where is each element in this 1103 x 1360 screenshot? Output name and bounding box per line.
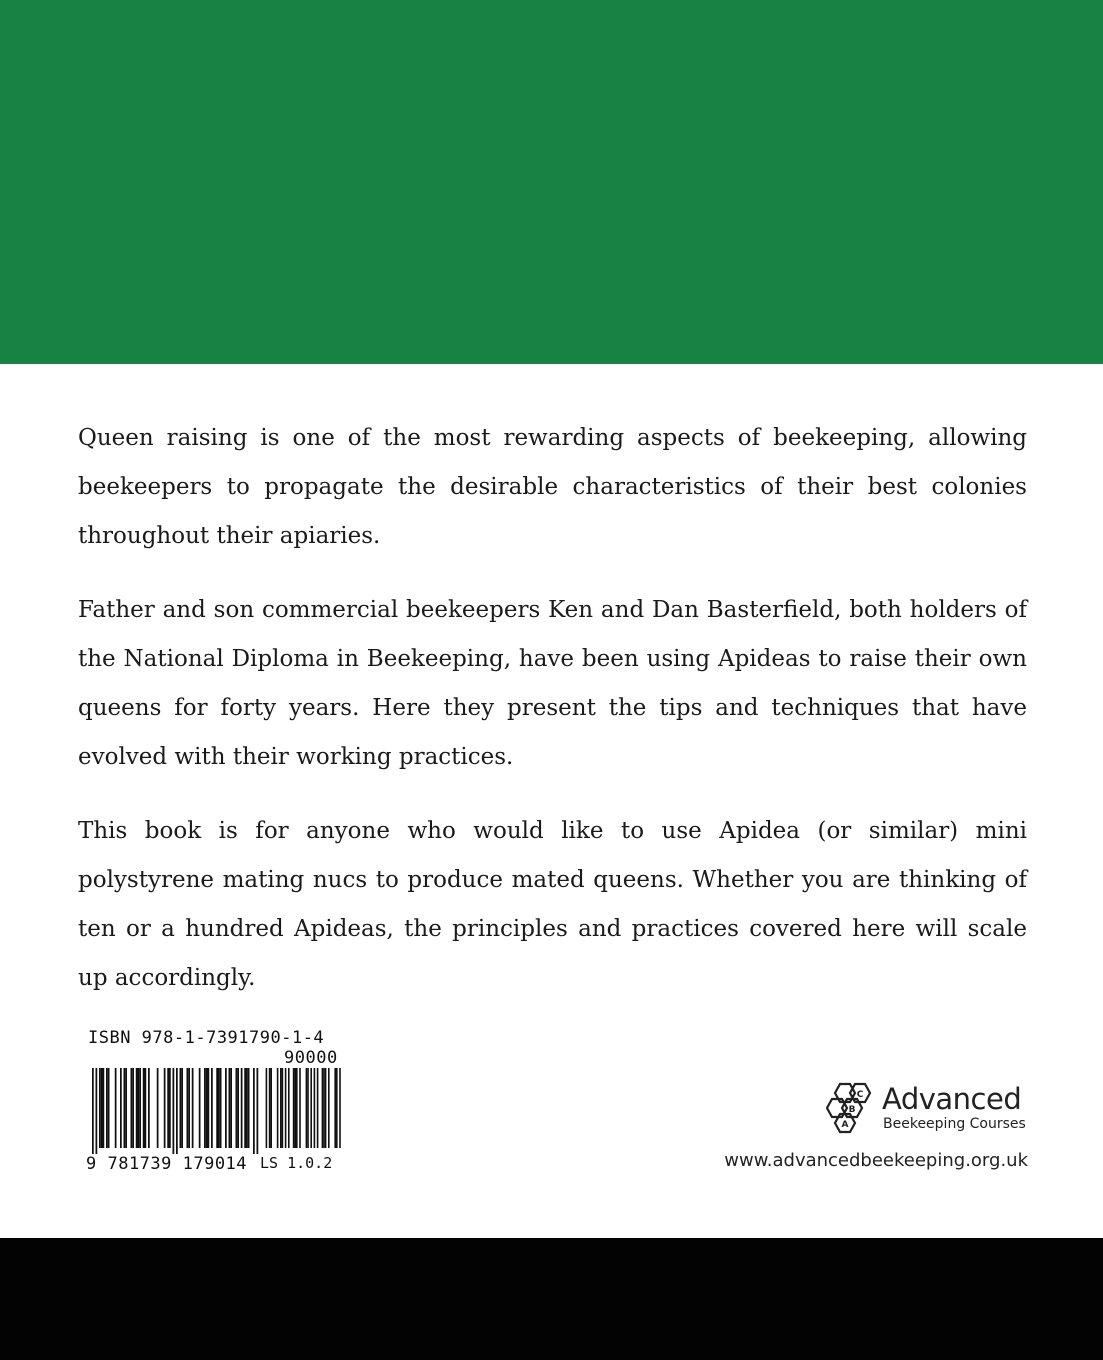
addon-bar [293,1068,295,1148]
barcode-bar [244,1068,246,1148]
addon-bar [277,1068,279,1148]
barcode-bar [115,1068,117,1148]
addon-bar [322,1068,324,1148]
barcode-bar [106,1068,108,1148]
blurb-paragraph-2: Father and son commercial beekeepers Ken and Dan Basterfield, both holders of the National Diploma in Beekeeping, have been using Apideas to raise their own queens for forty years. Here they present the tips and techniques that have evolved with their working practices. [78,597,1027,770]
barcode-bar [108,1068,110,1148]
hexagon-abc-logo-icon [826,1082,882,1134]
barcode-bar [143,1068,145,1148]
barcode-bar [187,1068,189,1148]
publisher-logo [826,1082,1036,1134]
barcode-bar [173,1068,175,1154]
barcode-bar [218,1068,220,1148]
barcode-bar [257,1068,259,1154]
barcode-bar [208,1068,210,1148]
addon-bar [296,1068,298,1148]
addon-bar [285,1068,287,1148]
back-cover-blurb [78,414,1027,1028]
publisher-name: Advanced [882,1082,1022,1116]
barcode-bar [199,1068,201,1148]
addon-bar [325,1068,327,1148]
addon-bar [288,1068,290,1148]
barcode-bar [169,1068,171,1148]
barcode-bar [237,1068,239,1148]
isbn-text: ISBN 978-1-7391790-1-4 [88,1028,325,1048]
barcode-bar [248,1068,250,1148]
barcode-bar [124,1068,126,1148]
barcode-bars-icon [86,1068,342,1154]
barcode-bar [138,1068,140,1148]
barcode-bar [167,1068,169,1148]
addon-bar [270,1068,272,1148]
addon-bar [314,1068,316,1148]
barcode-bar [96,1068,98,1154]
top-green-band [0,0,1103,364]
addon-bar [282,1068,284,1148]
ean-digits: 9 781739 179014 [86,1154,248,1174]
logo-letter-b: B [848,1105,856,1115]
barcode-bar [211,1068,213,1148]
addon-bar [294,1068,296,1148]
barcode-bar [92,1068,94,1154]
barcode-bar [253,1068,255,1154]
barcode-bar [132,1068,134,1148]
barcode-bar [157,1068,159,1148]
barcode-bar [225,1068,227,1148]
barcode-bar [125,1068,127,1148]
barcode-bar [131,1068,133,1148]
barcode-bar [216,1068,218,1148]
barcode-bar [229,1068,231,1148]
addon-bar [299,1068,301,1148]
barcode-bar [99,1068,101,1148]
addon-bar [317,1068,319,1148]
barcode-bar [136,1068,138,1148]
barcode-bar [145,1068,147,1148]
barcode-bar [176,1068,178,1154]
barcode-bar [180,1068,182,1148]
barcode-bar [220,1068,222,1148]
addon-bar [266,1068,268,1148]
barcode-bar [120,1068,122,1148]
addon-bar [334,1068,336,1148]
bottom-black-band [0,1238,1103,1360]
logo-letter-a: A [841,1120,849,1130]
addon-bar [269,1068,271,1148]
logo-letter-c: C [856,1090,864,1100]
barcode-bar [188,1068,190,1148]
addon-bar [307,1068,309,1148]
barcode-bar [148,1068,150,1148]
publisher-website[interactable]: www.advancedbeekeeping.org.uk [724,1150,1028,1171]
addon-bar [328,1068,330,1148]
addon-bar [280,1068,282,1148]
blurb-paragraph-1: Queen raising is one of the most rewarding aspects of beekeeping, allowing beekeepers to propagate the desirable characteristics of their best colonies throughout their apiaries. [78,425,1027,549]
addon-bar [310,1068,312,1148]
addon-bar [336,1068,338,1148]
barcode-bar [236,1068,238,1148]
barcode-bar [230,1068,232,1148]
barcode-bar [206,1068,208,1148]
barcode-bar [246,1068,248,1148]
publisher-subtitle: Beekeeping Courses [883,1116,1026,1132]
ls-code: LS 1.0.2 [260,1154,333,1172]
addon-bar [339,1068,341,1148]
price-code: 90000 [284,1048,338,1068]
barcode-bar [103,1068,105,1148]
barcode-bar [192,1068,194,1148]
blurb-paragraph-3: This book is for anyone who would like to use Apidea (or similar) mini polystyrene mating nucs to produce mated queens. Whether you are thinking of ten or a hundred Apideas, the principles and practices covered here will scale up accordingly. [78,818,1027,991]
addon-bar [306,1068,308,1148]
isbn-barcode [86,1028,342,1178]
barcode-bar [101,1068,103,1148]
barcode-bar [164,1068,166,1148]
addon-bar [323,1068,325,1148]
barcode-bar [241,1068,243,1148]
barcode-bar [139,1068,141,1148]
barcode-bar [181,1068,183,1148]
barcode-bar [204,1068,206,1148]
